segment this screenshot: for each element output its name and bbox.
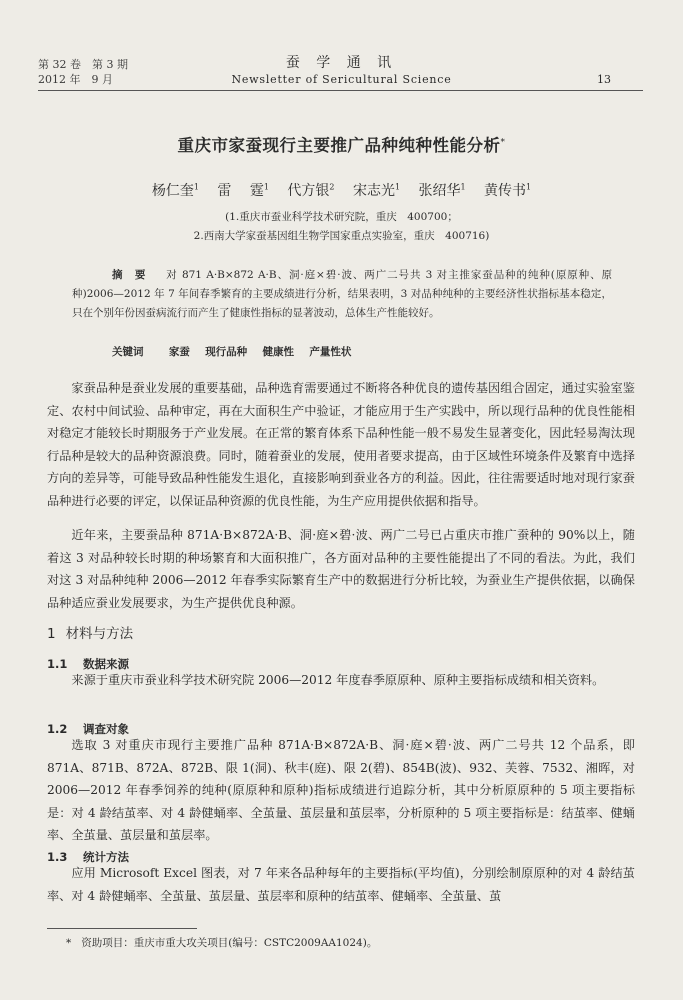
author-name: 代方银 <box>287 183 330 199</box>
author <box>217 183 269 199</box>
header-rule <box>38 90 643 91</box>
author-affiliation-mark: 2 <box>329 182 335 192</box>
author-affiliation-mark: 1 <box>394 182 401 192</box>
author-name: 雷 霆 <box>217 183 264 199</box>
section-title: 材料与方法 <box>65 626 134 642</box>
author-affiliation-mark: 1 <box>263 182 269 192</box>
author <box>353 183 400 199</box>
author <box>287 183 334 199</box>
subsection-number: 1.1 <box>47 657 68 671</box>
keyword: 家蚕 <box>168 346 190 358</box>
author-list <box>0 180 683 200</box>
subsection-title: 统计方法 <box>83 850 129 864</box>
author-affiliation-mark: 1 <box>460 182 466 192</box>
affiliation-2: 2.西南大学家蚕基因组生物学国家重点实验室，重庆 400716) <box>193 230 490 242</box>
author <box>152 183 199 199</box>
subsection-1-3-text <box>47 862 635 907</box>
keyword: 健康性 <box>262 346 295 358</box>
subsection-number: 1.2 <box>47 722 68 736</box>
journal-name-cn: 蚕 学 通 讯 <box>285 55 398 71</box>
journal-name-en: Newsletter of Sericultural Science <box>231 73 452 86</box>
abstract-label: 摘 要 <box>112 269 147 281</box>
author-name: 杨仁奎 <box>151 183 194 199</box>
author <box>484 183 531 199</box>
volume-issue: 第 32 卷 第 3 期 <box>38 58 128 71</box>
subsection-1-2-text <box>47 734 635 847</box>
footnote-text: 资助项目：重庆市重大攻关项目(编号：CSTC2009AA1024)。 <box>81 937 378 949</box>
paragraph-text: 家蚕品种是蚕业发展的重要基础，品种选育需要通过不断将各种优良的遗传基因组合固定，通过实验室鉴定、农村中间试验、品种审定，再在大面积生产中验证，才能应用于生产实践中，所以现行品种的优良性能相对稳定才能较长时期服务于产业发展。在正常的繁育体系下品种性能一般不易发生显著变化，因此轻易淘汰现行品种是较大的品种资源浪费。同时，随着蚕业的发展，使用者要求提高，由于区域性环境条件及繁育中选择方向的差异等，可能导致品种性能发生退化，直接影响到蚕业各方的利益。因此，往往需要适时地对现行家蚕品种进行必要的评定，以保证品种资源的优良性能，为生产应用提供依据和指导。 <box>47 381 635 508</box>
author-name: 张绍华 <box>418 183 461 199</box>
article-title <box>0 132 683 156</box>
subsection-title: 数据来源 <box>83 657 129 671</box>
footnote <box>66 935 377 950</box>
body-paragraph-2 <box>47 524 635 614</box>
subsection-1-1-text <box>47 669 635 692</box>
paragraph-text: 选取 3 对重庆市现行主要推广品种 871A·B×872A·B、洞·庭×碧·波、两广二号共 12 个品系，即 871A、871B、872A、872B、限 1(洞)、秋丰(庭)、限 2(碧)、854B(波)、932、芙蓉、7532、湘晖，对 2006—2012 年春季饲养的纯种(原原种和原种)指标成绩进行追踪分析，其中分析原原种的 5 项主要指标是：对 4 龄结茧率、对 4 龄健蛹率、全茧量、茧层量和茧层率，分析原种的 5 项主要指标是：结茧率、健蛹率、全茧量、茧层量和茧层率。 <box>47 738 635 842</box>
subsection-number: 1.3 <box>47 850 68 864</box>
footnote-rule <box>47 928 197 929</box>
page-number: 13 <box>597 73 611 86</box>
paragraph-text: 应用 Microsoft Excel 图表，对 7 年来各品种每年的主要指标(平均值)，分别绘制原原种的对 4 龄结茧率、对 4 龄健蛹率、全茧量、茧层量、茧层率和原种的结茧率、健蛹率、全茧量、茧 <box>47 866 635 903</box>
body-paragraph-1 <box>47 377 635 512</box>
title-text: 重庆市家蚕现行主要推广品种纯种性能分析 <box>177 136 501 155</box>
subsection-title: 调查对象 <box>83 722 129 736</box>
section-heading <box>47 622 133 642</box>
footnote-mark: * <box>66 937 72 949</box>
abstract <box>72 266 612 323</box>
issue-date: 2012 年 9 月 <box>38 73 113 86</box>
author-affiliation-mark: 1 <box>526 182 532 192</box>
author <box>419 183 466 199</box>
keyword: 现行品种 <box>205 346 248 358</box>
abstract-text: 对 871 A·B×872 A·B、洞·庭×碧·波、两广二号共 3 对主推家蚕品种的纯种(原原种、原种)2006—2012 年 7 年间春季繁育的主要成绩进行分析，结果表明，3 对品种纯种的主要经济性状指标基本稳定，只在个别年份因蚕病流行而产生了健康性指标的显著波动，总体生产性能较好。 <box>72 269 613 319</box>
title-footnote-mark: * <box>500 137 506 148</box>
author-affiliation-mark: 1 <box>193 182 199 192</box>
affiliation-1: (1.重庆市蚕业科学技术研究院，重庆 400700； <box>225 211 458 223</box>
keywords <box>112 344 363 359</box>
author-name: 宋志光 <box>352 183 395 199</box>
keyword: 产量性状 <box>309 346 352 358</box>
paragraph-text: 近年来，主要蚕品种 871A·B×872A·B、洞·庭×碧·波、两广二号已占重庆市推广蚕种的 90%以上，随着这 3 对品种较长时期的种场繁育和大面积推广，各方面对品种的主要性能提出了不同的看法。为此，我们对这 3 对品种纯种 2006—2012 年春季实际繁育生产中的数据进行分析比较，为蚕业生产提供依据，以确保品种适应蚕业发展要求，为生产提供优良种源。 <box>47 528 635 610</box>
journal-header <box>0 54 683 87</box>
author-name: 黄传书 <box>484 183 527 199</box>
keywords-label: 关键词 <box>112 346 144 358</box>
section-number: 1 <box>47 626 56 642</box>
paragraph-text: 来源于重庆市蚕业科学技术研究院 2006—2012 年度春季原原种、原种主要指标成绩和相关资料。 <box>71 673 605 687</box>
